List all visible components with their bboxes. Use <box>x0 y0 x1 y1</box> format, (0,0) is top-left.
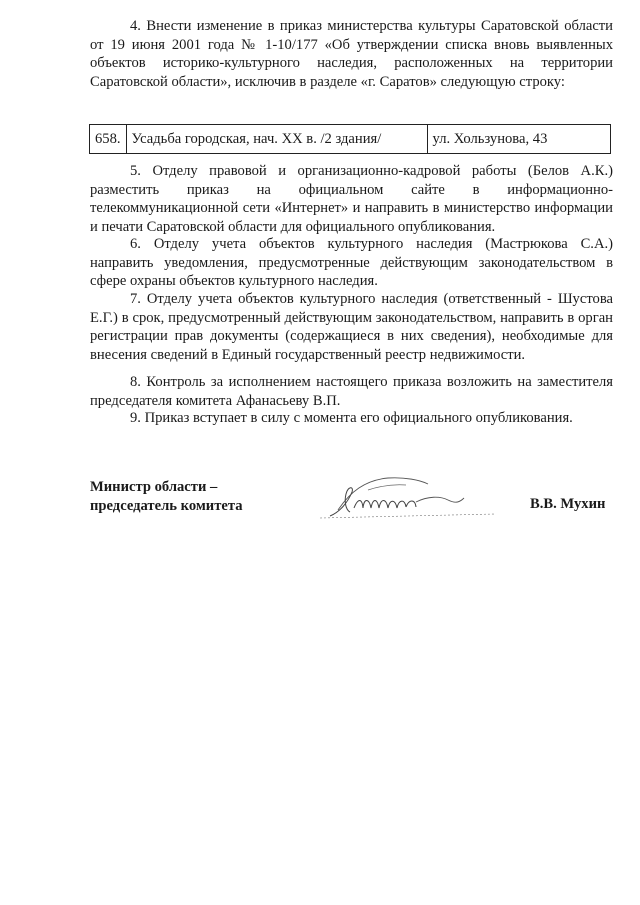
excluded-object-table <box>89 124 611 154</box>
paragraph-8: 8. Контроль за исполнением настоящего приказа возложить на заместителя председателя комитета Афанасьеву В.П. <box>90 374 613 409</box>
signatory-title <box>90 478 243 515</box>
paragraph-9: 9. Приказ вступает в силу с момента его официального опубликования. <box>130 410 573 426</box>
handwritten-signature <box>310 472 500 522</box>
table-row <box>90 125 611 154</box>
paragraph-6: 6. Отделу учета объектов культурного наследия (Мастрюкова С.А.) направить уведомления, предусмотренные действующим законодательством в сфере охраны объектов культурного наследия. <box>90 236 613 290</box>
paragraph-5: 5. Отделу правовой и организационно-кадровой работы (Белов А.К.) разместить приказ на официальном сайте в информационно-телекоммуникационной сети «Интернет» и направить в министерство информации и печати Саратовской области для официального опубликования. <box>90 163 613 235</box>
signatory-title-line-1: Министр области – <box>90 479 218 495</box>
object-address-cell: ул. Хользунова, 43 <box>427 125 610 154</box>
object-name-cell: Усадьба городская, нач. XX в. /2 здания/ <box>126 125 427 154</box>
row-number-cell: 658. <box>90 125 127 154</box>
signatory-title-line-2: председатель комитета <box>90 497 243 514</box>
paragraph-4: 4. Внести изменение в приказ министерства культуры Саратовской области от 19 июня 2001 года № 1-10/177 «Об утверждении списка вновь выявленных объектов историко-культурного наследия, расположенных на территории Саратовской области», исключив в разделе «г. Саратов» следующую строку: <box>90 18 613 90</box>
paragraph-7: 7. Отделу учета объектов культурного наследия (ответственный - Шустова Е.Г.) в срок, предусмотренный действующим законодательством, направить в орган регистрации прав документы (содержащиеся в них сведения), необходимые для внесения сведений в Единый государственный реестр недвижимости. <box>90 291 613 363</box>
signatory-name: В.В. Мухин <box>530 496 606 512</box>
